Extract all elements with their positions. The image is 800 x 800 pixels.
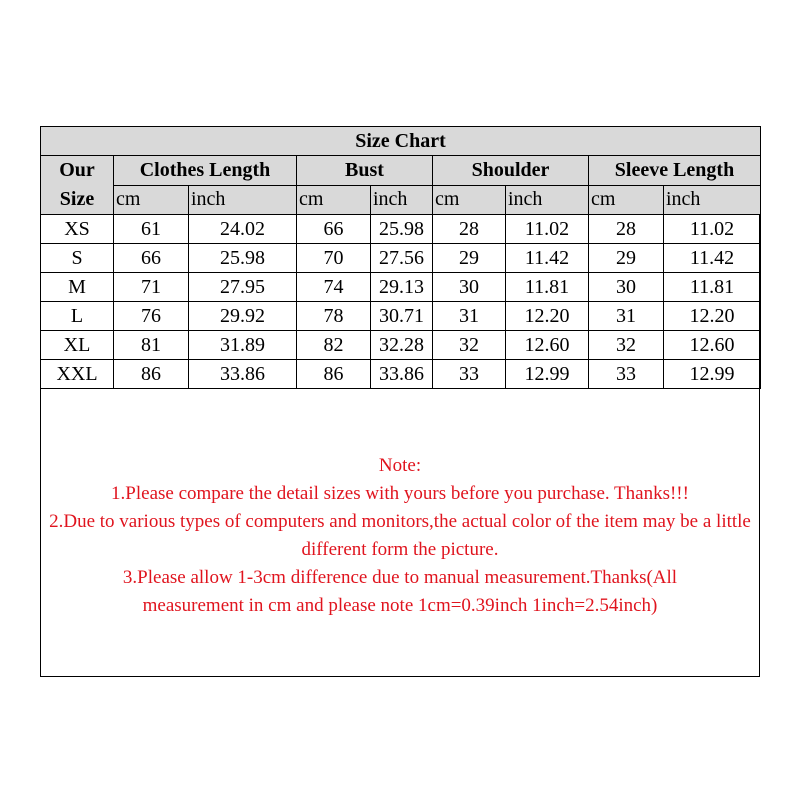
value-cell: 82 [297,331,371,360]
unit-header: cm [433,185,506,215]
note-heading: Note: [378,455,422,476]
value-cell: 78 [297,302,371,331]
value-cell: 25.98 [189,244,297,273]
table-row [41,215,761,244]
value-cell: 28 [589,215,664,244]
note-item: 1.Please compare the detail sizes with yours before you purchase. Thanks!!! [111,483,689,504]
value-cell: 27.95 [189,273,297,302]
value-cell: 61 [114,215,189,244]
value-cell: 30 [433,273,506,302]
value-cell: 11.02 [664,215,761,244]
table-row [41,273,761,302]
value-cell: 12.20 [506,302,589,331]
value-cell: 11.42 [506,244,589,273]
value-cell: 11.02 [506,215,589,244]
group-header: Bust [297,156,433,186]
value-cell: 12.99 [664,360,761,389]
unit-header: cm [589,185,664,215]
size-table [40,126,761,389]
size-cell: L [41,302,114,331]
group-header: Shoulder [433,156,589,186]
value-cell: 74 [297,273,371,302]
group-header: Clothes Length [114,156,297,186]
table-row [41,302,761,331]
value-cell: 31 [589,302,664,331]
unit-header: inch [371,185,433,215]
size-cell: XXL [41,360,114,389]
value-cell: 12.60 [664,331,761,360]
unit-header: cm [297,185,371,215]
size-header: Our Size [41,156,114,215]
value-cell: 11.81 [664,273,761,302]
unit-header: inch [506,185,589,215]
value-cell: 28 [433,215,506,244]
value-cell: 29.13 [371,273,433,302]
value-cell: 11.42 [664,244,761,273]
value-cell: 29 [433,244,506,273]
value-cell: 32 [589,331,664,360]
table-row [41,331,761,360]
value-cell: 12.60 [506,331,589,360]
value-cell: 12.20 [664,302,761,331]
value-cell: 86 [114,360,189,389]
table-row [41,244,761,273]
table-row [41,360,761,389]
value-cell: 66 [114,244,189,273]
value-cell: 29 [589,244,664,273]
unit-header: inch [664,185,761,215]
unit-header: cm [114,185,189,215]
size-chart [40,126,760,677]
table-title: Size Chart [41,127,761,156]
value-cell: 25.98 [371,215,433,244]
value-cell: 30.71 [371,302,433,331]
value-cell: 71 [114,273,189,302]
value-cell: 24.02 [189,215,297,244]
value-cell: 31 [433,302,506,331]
size-cell: XS [41,215,114,244]
value-cell: 31.89 [189,331,297,360]
value-cell: 32.28 [371,331,433,360]
value-cell: 81 [114,331,189,360]
value-cell: 32 [433,331,506,360]
unit-header: inch [189,185,297,215]
value-cell: 33.86 [189,360,297,389]
value-cell: 30 [589,273,664,302]
value-cell: 29.92 [189,302,297,331]
note-item: 2.Due to various types of computers and monitors,the actual color of the item may be a little different form the picture. [49,511,751,560]
value-cell: 66 [297,215,371,244]
note-item: 3.Please allow 1-3cm difference due to manual measurement.Thanks(All measurement in cm and please note 1cm=0.39inch 1inch=2.54inch) [122,567,678,616]
size-cell: M [41,273,114,302]
value-cell: 76 [114,302,189,331]
value-cell: 27.56 [371,244,433,273]
group-header: Sleeve Length [589,156,761,186]
notes [41,452,759,620]
value-cell: 33 [589,360,664,389]
value-cell: 70 [297,244,371,273]
size-cell: XL [41,331,114,360]
size-cell: S [41,244,114,273]
value-cell: 86 [297,360,371,389]
value-cell: 33.86 [371,360,433,389]
value-cell: 12.99 [506,360,589,389]
value-cell: 11.81 [506,273,589,302]
value-cell: 33 [433,360,506,389]
